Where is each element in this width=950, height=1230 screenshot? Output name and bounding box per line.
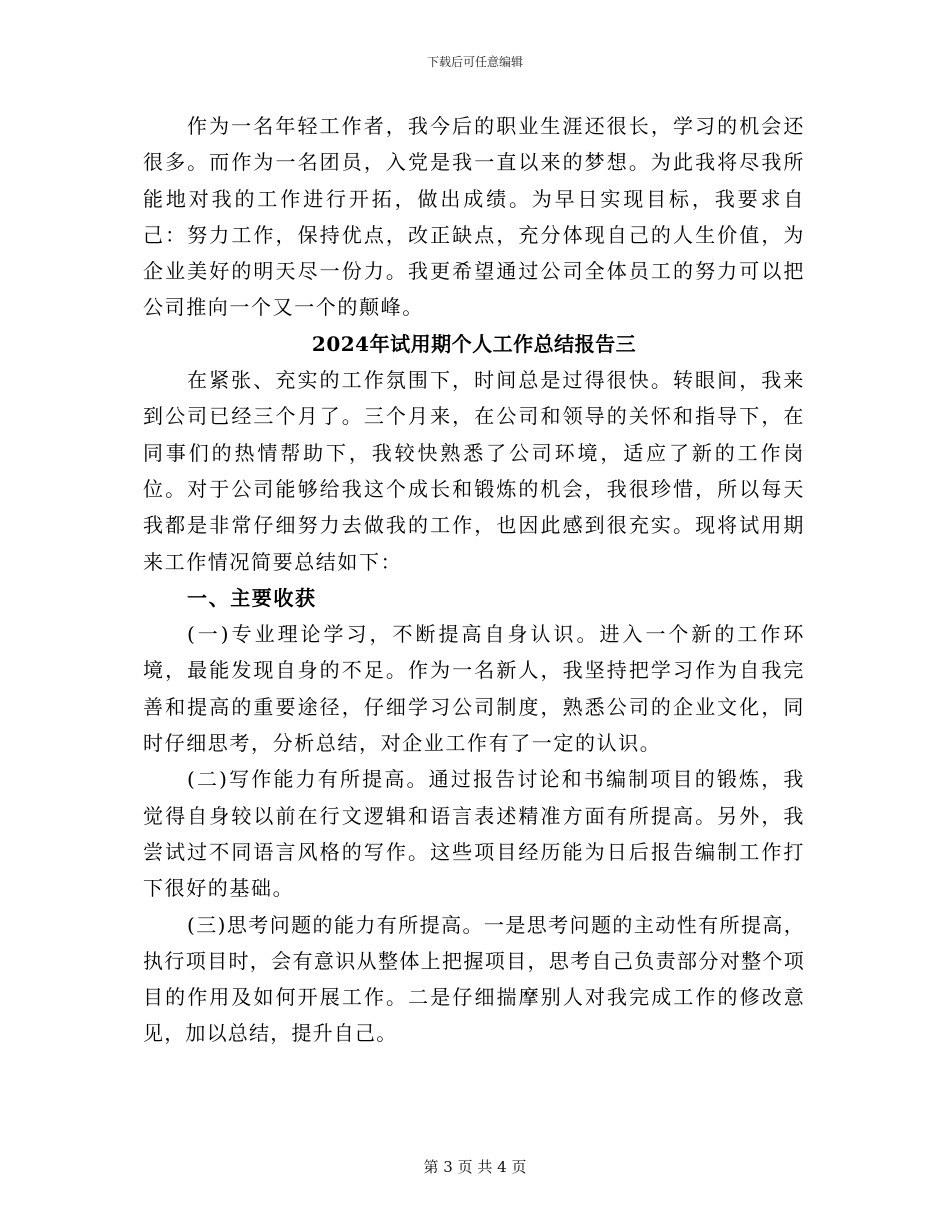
- list-item-1: (一)专业理论学习，不断提高自身认识。进入一个新的工作环境，最能发现自身的不足。作为一名新人，我坚持把学习作为自我完善和提高的重要途径，仔细学习公司制度，熟悉公司的企业文化，同时仔细思考，分析总结，对企业工作有了一定的认识。: [143, 622, 805, 756]
- page-number-footer: 第 3 页 共 4 页: [423, 1158, 527, 1176]
- section-heading: 一、主要收获: [187, 585, 317, 610]
- list-item-3: (三)思考问题的能力有所提高。一是思考问题的主动性有所提高，执行项目时，会有意识从整体上把握项目，思考自己负责部分对整个项目的作用及如何开展工作。二是仔细揣摩别人对我完成工作的修改意见，加以总结，提升自己。: [143, 912, 805, 1046]
- document-body: [143, 108, 805, 1052]
- list-item-2: (二)写作能力有所提高。通过报告讨论和书编制项目的锻炼，我觉得自身较以前在行文逻辑和语言表述精准方面有所提高。另外，我尝试过不同语言风格的写作。这些项目经历能为日后报告编制工作打下很好的基础。: [143, 767, 805, 901]
- body-paragraph-2: 在紧张、充实的工作氛围下，时间总是过得很快。转眼间，我来到公司已经三个月了。三个月来，在公司和领导的关怀和指导下，在同事们的热情帮助下，我较快熟悉了公司环境，适应了新的工作岗位。对于公司能够给我这个成长和锻炼的机会，我很珍惜，所以每天我都是非常仔细努力去做我的工作，也因此感到很充实。现将试用期来工作情况简要总结如下：: [143, 368, 805, 574]
- report-title: 2024年试用期个人工作总结报告三: [311, 331, 637, 356]
- page-header-note: 下载后可任意编辑: [426, 55, 523, 69]
- body-paragraph-1: 作为一名年轻工作者，我今后的职业生涯还很长，学习的机会还很多。而作为一名团员，入党是我一直以来的梦想。为此我将尽我所能地对我的工作进行开拓，做出成绩。为早日实现目标，我要求自己：努力工作，保持优点，改正缺点，充分体现自己的人生价值，为企业美好的明天尽一份力。我更希望通过公司全体员工的努力可以把公司推向一个又一个的颠峰。: [143, 114, 805, 320]
